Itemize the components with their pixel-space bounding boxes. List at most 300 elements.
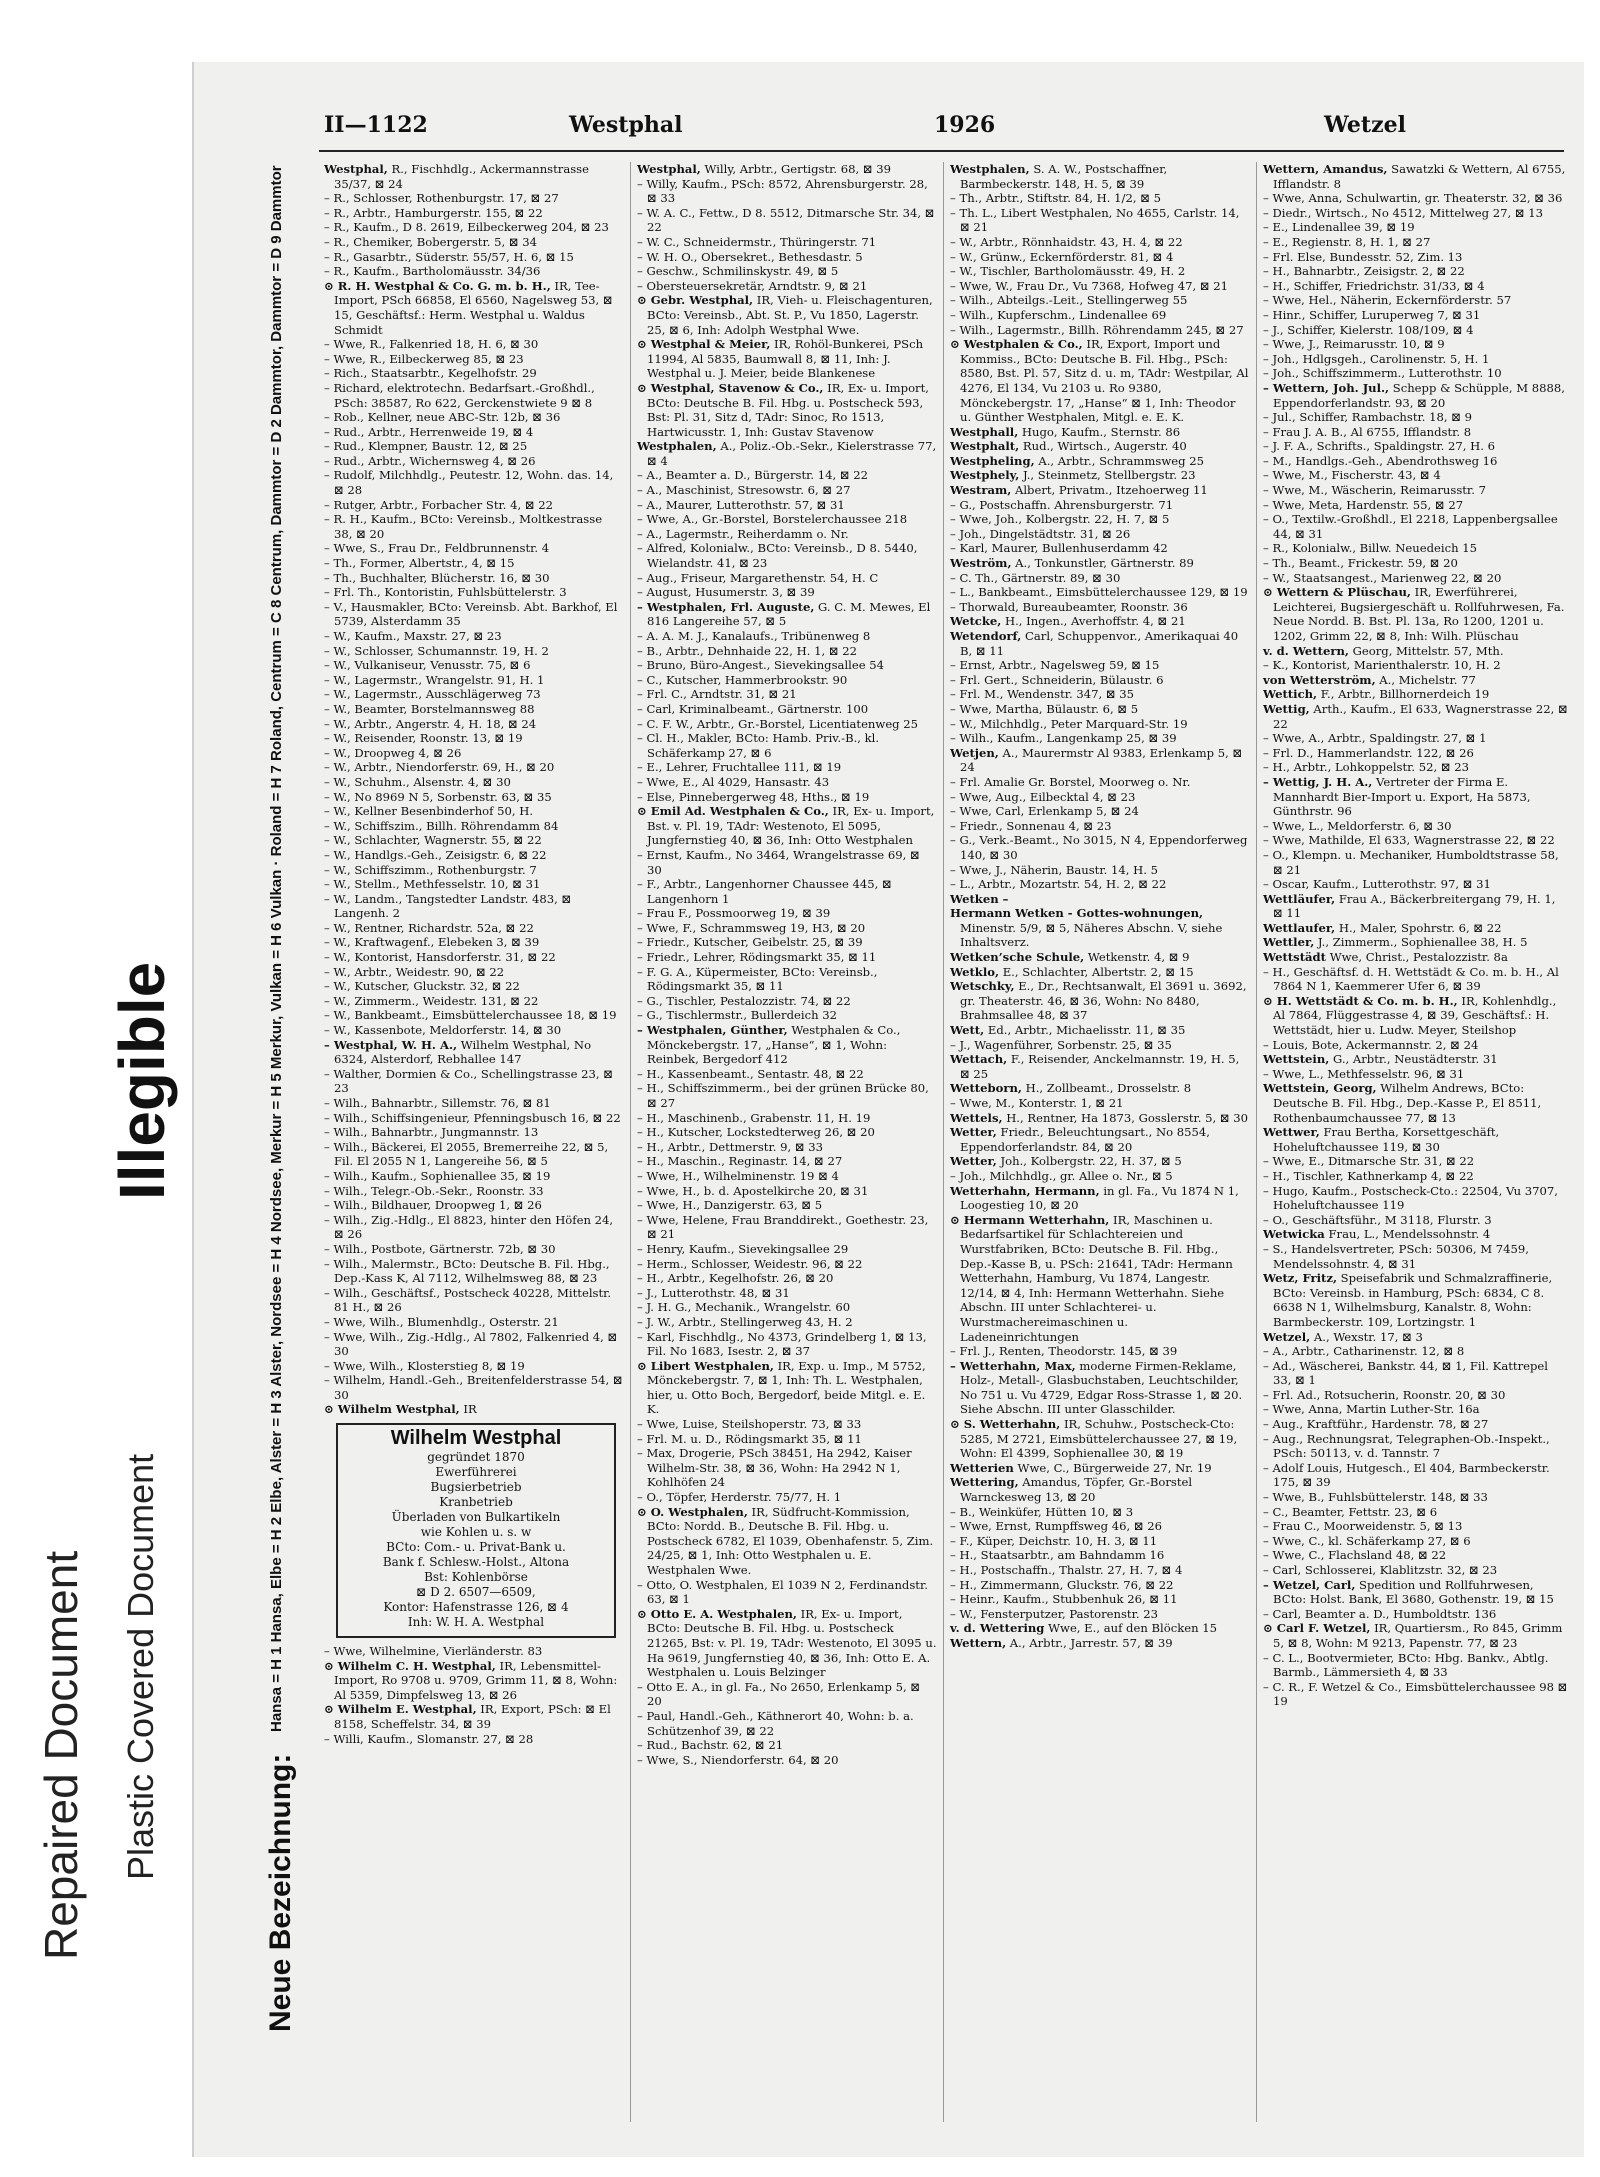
entry-details: – Wwe, Wilh., Blumenhdlg., Osterstr. 21	[324, 1314, 559, 1329]
directory-entry	[950, 1038, 1250, 1053]
directory-entry	[637, 906, 937, 921]
entry-details: in gl. Fa., Vu 1874 N 1, Loogestieg 10, ⊠ 20	[960, 1183, 1239, 1213]
directory-entry	[950, 1578, 1250, 1593]
entry-details: – H., Kutscher, Lockstedterweg 26, ⊠ 20	[637, 1125, 875, 1140]
entry-details: – Wwe, Meta, Hardenstr. 55, ⊠ 27	[1263, 497, 1464, 512]
directory-entry	[324, 1184, 624, 1199]
directory-entry	[637, 337, 937, 381]
directory-entry	[324, 410, 624, 425]
directory-entry	[637, 1607, 937, 1680]
directory-entry	[324, 950, 624, 965]
entry-name: Wetken –	[950, 891, 1009, 906]
entry-details: – G., Verk.-Beamt., No 3015, N 4, Eppendorferweg 140, ⊠ 30	[950, 833, 1248, 862]
entry-details: – Wilh., Lagermstr., Billh. Röhrendamm 245, ⊠ 27	[950, 322, 1244, 337]
directory-entry	[950, 1081, 1250, 1096]
directory-entry	[1263, 1578, 1568, 1607]
directory-entry	[950, 1184, 1250, 1213]
entry-name: Wett,	[950, 1023, 985, 1038]
entry-details: – A. A. M. J., Kanalaufs., Tribünenweg 8	[637, 629, 871, 643]
entry-details: – J., Schiffer, Kielerstr. 108/109, ⊠ 4	[1263, 322, 1474, 337]
entry-details: – W., Staatsangest., Marienweg 22, ⊠ 20	[1263, 570, 1502, 585]
entry-details: – W. A. C., Fettw., D 8. 5512, Ditmarsche Str. 34, ⊠ 22	[637, 205, 935, 235]
directory-entry	[637, 644, 937, 659]
entry-details: Speisefabrik und Schmalzraffinerie, BCto: Vereinsb. in Hamburg, PSch: 6834, C 8. 6638 N 1, Wilhelmsburg, Kanalstr. 8, Wohn: Barmbeckerstr. 109, Lortzingstr. 1	[1273, 1271, 1553, 1329]
directory-entry	[637, 1257, 937, 1272]
entry-name: – Westphalen, Günther,	[637, 1023, 788, 1038]
entry-details: – B., Weinküfer, Hütten 10, ⊠ 3	[950, 1504, 1134, 1519]
directory-entry	[324, 1096, 624, 1111]
entry-details: A., Arbtr., Jarrestr. 57, ⊠ 39	[1006, 1635, 1173, 1650]
entry-details: IR, Quartiersm., Ro 845, Grimm 5, ⊠ 8, Wohn: M 9213, Papenstr. 77, ⊠ 23	[1273, 1621, 1563, 1650]
directory-entry	[324, 1213, 624, 1242]
directory-entry	[324, 235, 624, 250]
entry-details: – W., Lagermstr., Wrangelstr. 91, H. 1	[324, 672, 545, 687]
entry-details: – W., Arbtr., Weidestr. 90, ⊠ 22	[324, 964, 505, 979]
ad-line: Ewerführerei	[435, 1465, 517, 1480]
entry-name: ⊙ R. H. Westphal & Co. G. m. b. H.,	[324, 278, 551, 293]
directory-entry	[637, 541, 937, 570]
directory-entry	[1263, 1651, 1568, 1680]
entry-name: Wetwicka	[1263, 1227, 1325, 1242]
directory-entry	[1263, 1388, 1568, 1403]
directory-entry	[637, 1753, 937, 1768]
directory-entry	[1263, 1125, 1568, 1154]
entry-details: – Wwe, F., Schrammsweg 19, H3, ⊠ 20	[637, 920, 866, 935]
entry-details: Willy, Arbtr., Gertigstr. 68, ⊠ 39	[700, 162, 892, 176]
directory-entry	[637, 1315, 937, 1330]
entry-name: Westphalen,	[637, 439, 717, 454]
entry-details: J., Steinmetz, Stellbergstr. 23	[1019, 468, 1196, 483]
entry-details: – Otto E. A., in gl. Fa., No 2650, Erlenkamp 5, ⊠ 20	[637, 1679, 921, 1709]
entry-details: – Carl, Beamter a. D., Humboldtstr. 136	[1263, 1606, 1497, 1621]
entry-details: – Wilh., Bahnarbtr., Jungmannstr. 13	[324, 1125, 539, 1140]
directory-entry	[637, 629, 937, 644]
entry-name: ⊙ Wilhelm E. Westphal,	[324, 1702, 477, 1717]
entry-details: – Rud., Klempner, Baustr. 12, ⊠ 25	[324, 439, 528, 454]
entry-details: – Frl. Th., Kontoristin, Fuhlsbüttelerstr. 3	[324, 585, 567, 600]
directory-entry	[324, 1008, 624, 1023]
directory-entry	[1263, 892, 1568, 921]
entry-name: Wetterhahn, Hermann,	[950, 1183, 1100, 1198]
directory-entry	[324, 1330, 624, 1359]
directory-entry	[637, 381, 937, 439]
directory-entry	[950, 483, 1250, 498]
neue-bezeichnung-label: Neue Bezeichnung:	[264, 1753, 297, 2032]
directory-entry	[637, 1008, 937, 1023]
entry-name: Wetter,	[950, 1154, 997, 1169]
entry-name: Wettach,	[950, 1052, 1008, 1067]
entry-details: – Frl. Gert., Schneiderin, Bülaustr. 6	[950, 672, 1164, 687]
entry-details: – W. C., Schneidermstr., Thüringerstr. 71	[637, 234, 877, 249]
entry-details: – W., Schlachter, Wagnerstr. 55, ⊠ 22	[324, 833, 542, 848]
entry-details: Frau Bertha, Korsettgeschäft, Hoheluftchaussee 119, ⊠ 30	[1273, 1125, 1500, 1154]
entry-name: Weström,	[950, 556, 1012, 571]
entry-name: – Westphalen, Frl. Auguste,	[637, 599, 815, 614]
entry-details: – Adolf Louis, Hutgesch., El 404, Barmbeckerstr. 175, ⊠ 39	[1263, 1460, 1550, 1490]
entry-details: – W., Lagermstr., Ausschlägerweg 73	[324, 687, 541, 702]
directory-entry	[950, 541, 1250, 556]
directory-entry	[950, 965, 1250, 980]
directory-entry	[950, 1213, 1250, 1344]
entry-details: – Aug., Friseur, Margarethenstr. 54, H. C	[637, 570, 879, 585]
directory-entry	[324, 1315, 624, 1330]
directory-entry	[637, 1169, 937, 1184]
ad-line: Bank f. Schlesw.-Holst., Altona	[382, 1555, 570, 1570]
entry-details: Spedition und Rollfuhrwesen, BCto: Holst. Bank, El 3680, Gothenstr. 19, ⊠ 15	[1273, 1577, 1554, 1607]
directory-entry	[637, 1446, 937, 1490]
entry-details: IR, Exp. u. Imp., M 5752, Mönckebergstr. 7, ⊠ 1, Inh: Th. L. Westphalen, hier, u. Otto Boch, Bergedorf, beide Mitgl. e. E. K.	[647, 1358, 926, 1417]
directory-entry	[324, 775, 624, 790]
entry-details: – Wwe, A., Gr.-Borstel, Borstelerchaussee 218	[637, 512, 908, 527]
entry-details: – Else, Pinnebergerweg 48, Hths., ⊠ 19	[637, 789, 870, 804]
entry-details: Rud., Wirtsch., Augerstr. 40	[1019, 439, 1187, 454]
directory-entry	[950, 1096, 1250, 1111]
directory-entry	[324, 746, 624, 761]
entry-details: – W., Kontorist, Hansdorferstr. 31, ⊠ 22	[324, 950, 556, 965]
directory-entry	[1263, 293, 1568, 308]
entry-details: – W., Schlosser, Schumannstr. 19, H. 2	[324, 643, 549, 658]
directory-entry	[637, 1738, 937, 1753]
ad-line: BCto: Com.- u. Privat-Bank u.	[386, 1540, 566, 1555]
directory-entry	[1263, 877, 1568, 892]
entry-details: – Willy, Kaufm., PSch: 8572, Ahrensburgerstr. 28, ⊠ 33	[637, 176, 928, 206]
entry-details: – Louis, Bote, Ackermannstr. 2, ⊠ 24	[1263, 1037, 1479, 1052]
directory-entry	[637, 162, 937, 177]
directory-entry	[1263, 1330, 1568, 1345]
directory-entry	[637, 1125, 937, 1140]
directory-entry	[324, 600, 624, 629]
ad-line: ⊠ D 2. 6507—6509,	[416, 1585, 536, 1600]
entry-details: – Wwe, Anna, Martin Luther-Str. 16a	[1263, 1402, 1480, 1417]
directory-entry	[637, 731, 937, 760]
directory-entry	[1263, 1680, 1568, 1709]
column-1	[324, 162, 624, 1746]
directory-entry	[950, 264, 1250, 279]
directory-entry	[637, 1359, 937, 1417]
directory-entry	[637, 571, 937, 586]
entry-details: – Frl. Amalie Gr. Borstel, Moorweg o. Nr.	[950, 774, 1191, 789]
directory-entry	[1263, 439, 1568, 454]
directory-entry	[637, 1067, 937, 1082]
entry-details: IR, Südfrucht-Kommission, BCto: Nordd. B., Deutsche B. Fil. Hbg. u. Postscheck 6782, El 1039, Obenhafenstr. 5, Zim. 24/25, ⊠ 1, Inh: Otto Westphalen u. E. Westphalen Wwe.	[647, 1504, 934, 1577]
entry-details: – Th. L., Libert Westphalen, No 4655, Carlstr. 14, ⊠ 21	[950, 205, 1240, 235]
directory-entry	[1263, 468, 1568, 483]
directory-entry	[1263, 1432, 1568, 1461]
directory-entry	[1263, 1169, 1568, 1184]
entry-details: – C. L., Bootvermieter, BCto: Hbg. Bankv., Abtlg. Barmb., Lämmersieth 4, ⊠ 33	[1263, 1650, 1549, 1680]
directory-entry	[1263, 965, 1568, 994]
directory-entry	[950, 250, 1250, 265]
directory-columns	[324, 162, 1569, 2122]
directory-entry	[1263, 935, 1568, 950]
entry-details: – Wwe, M., Konterstr. 1, ⊠ 21	[950, 1096, 1124, 1110]
directory-entry	[950, 746, 1250, 775]
entry-details: – Joh., Dingelstädtstr. 31, ⊠ 26	[950, 526, 1131, 541]
entry-details: – Wwe, R., Falkenried 18, H. 6, ⊠ 30	[324, 337, 539, 352]
entry-name: – Wetzel, Carl,	[1263, 1577, 1356, 1592]
entry-details: Frau A., Bäckerbreitergang 79, H. 1, ⊠ 11	[1273, 891, 1556, 921]
directory-entry	[637, 264, 937, 279]
directory-entry	[950, 1621, 1250, 1636]
directory-entry	[637, 512, 937, 527]
entry-details: Carl, Schuppenvor., Amerikaquai 40 B, ⊠ 11	[960, 629, 1239, 658]
directory-entry	[1263, 381, 1568, 410]
directory-entry	[1263, 1242, 1568, 1271]
entry-details: – H., Staatsarbtr., am Bahndamm 16	[950, 1548, 1165, 1563]
entry-details: – W., Schuhm., Alsenstr. 4, ⊠ 30	[324, 774, 511, 789]
directory-entry	[324, 1125, 624, 1140]
entry-name: Wettwer,	[1263, 1125, 1320, 1140]
entry-details: R., Fischhdlg., Ackermannstrasse 35/37, ⊠ 24	[334, 162, 589, 191]
entry-details: Frau, L., Mendelssohnstr. 4	[1324, 1227, 1491, 1242]
entry-name: – Wettig, J. H. A.,	[1263, 774, 1373, 789]
advertisement-box	[336, 1423, 616, 1638]
entry-details: G. C. M. Mewes, El 816 Langereihe 57, ⊠ 5	[647, 599, 931, 629]
directory-entry	[324, 556, 624, 571]
entry-details: – H., Geschäftsf. d. H. Wettstädt & Co. m. b. H., Al 7864 N 1, Kaemmerer Ufer 6, ⊠ 39	[1263, 964, 1559, 994]
entry-details: – Rud., Bachstr. 62, ⊠ 21	[637, 1738, 784, 1753]
directory-entry	[324, 1169, 624, 1184]
entry-details: IR, Export, Import und Kommiss., BCto: Deutsche B. Fil. Hbg., PSch: 8580, Bst. Pl. 57, Sitz d. u. m, TAdr: Westpilar, Al 4276, El 134, Vu 2103 u. Ro 9380, Mönckebergstr. 17, „Hanse“ ⊠ 1, Inh: Theodor u. Günther Westphalen, Mitgl. e. E. K.	[960, 337, 1249, 425]
entry-details: – Wwe, M., Fischerstr. 43, ⊠ 4	[1263, 468, 1441, 483]
directory-entry	[1263, 483, 1568, 498]
entry-name: Westphalen,	[950, 162, 1030, 176]
directory-entry	[1263, 819, 1568, 834]
directory-entry	[950, 293, 1250, 308]
entry-details: Wwe, E., auf den Blöcken 15	[1044, 1621, 1217, 1636]
entry-details: – Hinr., Schiffer, Luruperweg 7, ⊠ 31	[1263, 307, 1481, 322]
directory-entry	[637, 206, 937, 235]
entry-details: – O., Geschäftsführ., M 3118, Flurstr. 3	[1263, 1212, 1492, 1227]
entry-details: – Wwe, C., Flachsland 48, ⊠ 22	[1263, 1548, 1447, 1563]
directory-entry	[1263, 1519, 1568, 1534]
entry-details: – A., Arbtr., Catharinenstr. 12, ⊠ 8	[1263, 1344, 1465, 1359]
entry-details: – Karl, Maurer, Bullenhuserdamm 42	[950, 541, 1168, 556]
directory-entry	[324, 439, 624, 454]
entry-name: Wetklo,	[950, 964, 1000, 979]
entry-details: – E., Regienstr. 8, H. 1, ⊠ 27	[1263, 234, 1431, 249]
entry-details: – O., Klempn. u. Mechaniker, Humboldtstrasse 58, ⊠ 21	[1263, 847, 1559, 877]
directory-entry	[324, 1286, 624, 1315]
directory-entry	[1263, 220, 1568, 235]
entry-details: – J. F. A., Schrifts., Spaldingstr. 27, H. 6	[1263, 439, 1495, 454]
directory-entry	[637, 1417, 937, 1432]
directory-entry	[324, 979, 624, 994]
entry-name: ⊙ Hermann Wetterhahn,	[950, 1212, 1110, 1227]
entry-details: – Bruno, Büro-Angest., Sievekingsallee 54	[637, 658, 885, 673]
directory-entry	[324, 848, 624, 863]
entry-details: IR, Ex- u. Import, BCto: Deutsche B. Fil. Hbg. u. Postscheck 593, Bst: Pl. 31, Sitz d, TAdr: Sinoc, Ro 1513, Hartwicusstr. 1, Inh: Gustav Stavenow	[647, 380, 929, 439]
directory-entry	[1263, 1359, 1568, 1388]
entry-name: Wettern,	[950, 1635, 1007, 1650]
directory-entry	[1263, 1227, 1568, 1242]
directory-entry	[637, 717, 937, 732]
entry-details: Amandus, Töpfer, Gr.-Borstel Warnckesweg 13, ⊠ 20	[960, 1475, 1193, 1505]
entry-details: – G., Tischlermstr., Bullerdeich 32	[637, 1008, 837, 1023]
entry-name: Westphal,	[637, 162, 701, 176]
directory-entry	[324, 1732, 624, 1747]
entry-details: A., Tonkunstler, Gärtnerstr. 89	[1011, 556, 1194, 571]
entry-details: – W., Tischler, Bartholomäusstr. 49, H. 2	[950, 264, 1186, 279]
directory-entry	[950, 1505, 1250, 1520]
directory-entry	[637, 235, 937, 250]
entry-details: – W., Rentner, Richardstr. 52a, ⊠ 22	[324, 920, 534, 935]
entry-details: – Frl. Else, Bundesstr. 52, Zim. 13	[1263, 249, 1463, 264]
entry-details: – Diedr., Wirtsch., No 4512, Mittelweg 27, ⊠ 13	[1263, 205, 1543, 220]
directory-entry	[1263, 541, 1568, 556]
directory-entry	[637, 994, 937, 1009]
entry-details: – Wwe, Martha, Bülaustr. 6, ⊠ 5	[950, 701, 1139, 716]
entry-details: – Otto, O. Westphalen, El 1039 N 2, Ferdinandstr. 63, ⊠ 1	[637, 1577, 928, 1607]
directory-entry	[637, 1081, 937, 1110]
entry-details: – A., Maschinist, Stresowstr. 6, ⊠ 27	[637, 483, 851, 498]
directory-entry	[950, 337, 1250, 425]
entry-details: – Rob., Kellner, neue ABC-Str. 12b, ⊠ 36	[324, 410, 561, 425]
entry-details: – W., Zimmerm., Weidestr. 131, ⊠ 22	[324, 993, 539, 1008]
entry-details: – M., Handlgs.-Geh., Abendrothsweg 16	[1263, 453, 1498, 468]
directory-entry	[324, 498, 624, 513]
directory-entry	[324, 1242, 624, 1257]
directory-entry	[324, 381, 624, 410]
entry-name: Wettich,	[1263, 687, 1318, 702]
entry-details: Wetkenstr. 4, ⊠ 9	[1084, 950, 1190, 965]
directory-entry	[1263, 425, 1568, 440]
directory-entry	[1263, 994, 1568, 1038]
directory-entry	[324, 468, 624, 497]
directory-entry	[950, 527, 1250, 542]
entry-details: – Oscar, Kaufm., Lutterothstr. 97, ⊠ 31	[1263, 877, 1491, 892]
entry-details: – O., Töpfer, Herderstr. 75/77, H. 1	[637, 1490, 842, 1505]
entry-details: Friedr., Beleuchtungsart., No 8554, Eppendorferlandstr. 84, ⊠ 20	[960, 1125, 1210, 1154]
entry-details: – W., Arbtr., Angerstr. 4, H. 18, ⊠ 24	[324, 716, 537, 731]
directory-entry	[950, 906, 1250, 950]
directory-entry	[637, 1271, 937, 1286]
entry-details: – Thorwald, Bureaubeamter, Roonstr. 36	[950, 599, 1188, 614]
entry-name: ⊙ Westphal, Stavenow & Co.,	[637, 380, 824, 395]
entry-details: – Cl. H., Makler, BCto: Hamb. Priv.-B., kl. Schäferkamp 27, ⊠ 6	[637, 731, 880, 760]
entry-details: – Frau F., Possmoorweg 19, ⊠ 39	[637, 906, 831, 921]
entry-details: – Wwe, Helene, Frau Branddirekt., Goethestr. 23, ⊠ 21	[637, 1212, 929, 1242]
entry-details: Schepp & Schüpple, M 8888, Eppendorferlandstr. 93, ⊠ 20	[1273, 380, 1565, 410]
directory-entry	[637, 935, 937, 950]
entry-details: – R., Kolonialw., Billw. Neuedeich 15	[1263, 541, 1477, 556]
entry-details: – W., Grünw., Eckernförderstr. 81, ⊠ 4	[950, 249, 1174, 264]
directory-entry	[324, 1023, 624, 1038]
entry-details: – Friedr., Kutscher, Geibelstr. 25, ⊠ 39	[637, 935, 863, 950]
entry-name: – Westphal, W. H. A.,	[324, 1037, 458, 1052]
directory-entry	[637, 293, 937, 337]
entry-details: – W., Beamter, Borstelmannsweg 88	[324, 701, 535, 716]
directory-entry	[1263, 950, 1568, 965]
directory-entry	[1263, 673, 1568, 688]
entry-details: – C., Beamter, Fettstr. 23, ⊠ 6	[1263, 1504, 1438, 1519]
entry-details: IR, Ex- u. Import, BCto: Deutsche B. Fil. Hbg. u. Postscheck 21265, Bst: v. Pl. 19, TAdr: Westenoto, El 3095 u. Ha 9619, Jungfernstieg 40, ⊠ 36, Inh: Otto E. A. Westphalen u. Louis Belzinger	[647, 1606, 937, 1680]
directory-entry	[950, 979, 1250, 1023]
directory-entry	[950, 702, 1250, 717]
directory-entry	[324, 1067, 624, 1096]
directory-entry	[637, 177, 937, 206]
entry-details: Wwe, Christ., Pestalozzistr. 8a	[1326, 950, 1508, 965]
directory-entry	[950, 1023, 1250, 1038]
directory-entry	[950, 1359, 1250, 1417]
entry-details: IR, Rohöl-Bunkerei, PSch 11994, Al 5835, Baumwall 8, ⊠ 11, Inh: J. Westphal u. J. Meier, beide Blankenese	[647, 337, 924, 381]
directory-entry	[950, 804, 1250, 819]
entry-name: Wetjen,	[950, 745, 999, 760]
directory-entry	[1263, 279, 1568, 294]
entry-name: von Wetterström,	[1263, 672, 1376, 687]
entry-details: – C. F. W., Arbtr., Gr.-Borstel, Licentiatenweg 25	[637, 716, 919, 731]
directory-entry	[1263, 702, 1568, 731]
directory-entry	[1263, 1067, 1568, 1082]
directory-entry	[637, 1023, 937, 1067]
entry-details: – Ernst, Kaufm., No 3464, Wrangelstrasse 69, ⊠ 30	[637, 847, 920, 877]
directory-entry	[324, 191, 624, 206]
entry-details: H., Rentner, Ha 1873, Gosslerstr. 5, ⊠ 30	[1002, 1110, 1249, 1125]
entry-name: Wettstein,	[1263, 1052, 1330, 1067]
directory-entry	[950, 1461, 1250, 1476]
entry-name: v. d. Wettering	[950, 1621, 1045, 1636]
entry-details: – Max, Drogerie, PSch 38451, Ha 2942, Kaiser Wilhelm-Str. 38, ⊠ 36, Wohn: Ha 2942 N 1, Kohlhöfen 24	[637, 1446, 912, 1490]
directory-entry	[950, 775, 1250, 790]
entry-details: – H., Bahnarbtr., Zeisigstr. 2, ⊠ 22	[1263, 264, 1465, 279]
ad-line: wie Kohlen u. s. w	[420, 1525, 532, 1540]
directory-entry	[324, 454, 624, 469]
entry-details: – Wwe, H., Danzigerstr. 63, ⊠ 5	[637, 1198, 823, 1213]
entry-details: – C., Kutscher, Hammerbrookstr. 90	[637, 672, 848, 687]
directory-entry	[950, 279, 1250, 294]
entry-name: ⊙ Emil Ad. Westphalen & Co.,	[637, 804, 829, 819]
directory-entry	[950, 308, 1250, 323]
entry-details: – Joh., Schiffszimmerm., Lutterothstr. 10	[1263, 366, 1502, 381]
entry-details: – R. H., Kaufm., BCto: Vereinsb., Moltkestrasse 38, ⊠ 20	[324, 512, 603, 541]
directory-entry	[1263, 921, 1568, 936]
entry-details: – H., Maschinenb., Grabenstr. 11, H. 19	[637, 1110, 871, 1125]
entry-details: – Paul, Handl.-Geh., Käthnerort 40, Wohn: b. a. Schützenhof 39, ⊠ 22	[637, 1708, 914, 1738]
entry-details: – Wwe, W., Frau Dr., Vu 7368, Hofweg 47, ⊠ 21	[950, 278, 1228, 293]
directory-entry	[950, 819, 1250, 834]
directory-entry	[1263, 1184, 1568, 1213]
entry-details: – H., Schiffszimmerm., bei der grünen Brücke 80, ⊠ 27	[637, 1081, 929, 1110]
directory-entry	[950, 1169, 1250, 1184]
entry-details: IR, Ex- u. Import, Bst. v. Pl. 19, TAdr: Westenoto, El 5095, Jungfernstieg 40, ⊠ 36, Inh: Otto Westphalen	[647, 804, 935, 848]
directory-entry	[637, 790, 937, 805]
entry-details: Wilhelm Andrews, BCto: Deutsche B. Fil. Hbg., Dep.-Kasse P., El 8511, Rothenbaumchaussee 77, ⊠ 13	[1273, 1081, 1542, 1125]
directory-entry	[950, 439, 1250, 454]
entry-details: – G., Tischler, Pestalozzistr. 74, ⊠ 22	[637, 993, 851, 1008]
directory-entry	[324, 162, 624, 191]
page-number: II—1122	[324, 112, 428, 138]
entry-details: – Wilh., Kupferschm., Lindenallee 69	[950, 307, 1167, 322]
zone-legend-stripe	[264, 165, 308, 2072]
directory-entry	[1263, 1052, 1568, 1067]
entry-details: – Wilh., Abteilgs.-Leit., Stellingerweg 55	[950, 293, 1188, 308]
directory-entry	[324, 1702, 624, 1731]
directory-entry	[950, 1344, 1250, 1359]
plastic-covered-label: Plastic Covered Document	[120, 1453, 161, 1880]
entry-details: – Wwe, Luise, Steilshoperstr. 73, ⊠ 33	[637, 1417, 862, 1432]
entry-details: – S., Handelsvertreter, PSch: 50306, M 7459, Mendelssohnstr. 4, ⊠ 31	[1263, 1241, 1529, 1271]
directory-entry	[950, 162, 1250, 191]
entry-name: ⊙ S. Wetterhahn,	[950, 1417, 1061, 1432]
entry-details: – Frau C., Moorweidenstr. 5, ⊠ 13	[1263, 1519, 1463, 1534]
directory-entry	[950, 323, 1250, 338]
directory-entry	[324, 1140, 624, 1169]
directory-entry	[637, 498, 937, 513]
directory-entry	[950, 1607, 1250, 1622]
entry-details: – H., Arbtr., Kegelhofstr. 26, ⊠ 20	[637, 1271, 834, 1286]
entry-details: H., Ingen., Averhoffstr. 4, ⊠ 21	[1001, 614, 1186, 629]
entry-details: – B., Arbtr., Dehnhaide 22, H. 1, ⊠ 22	[637, 643, 858, 658]
